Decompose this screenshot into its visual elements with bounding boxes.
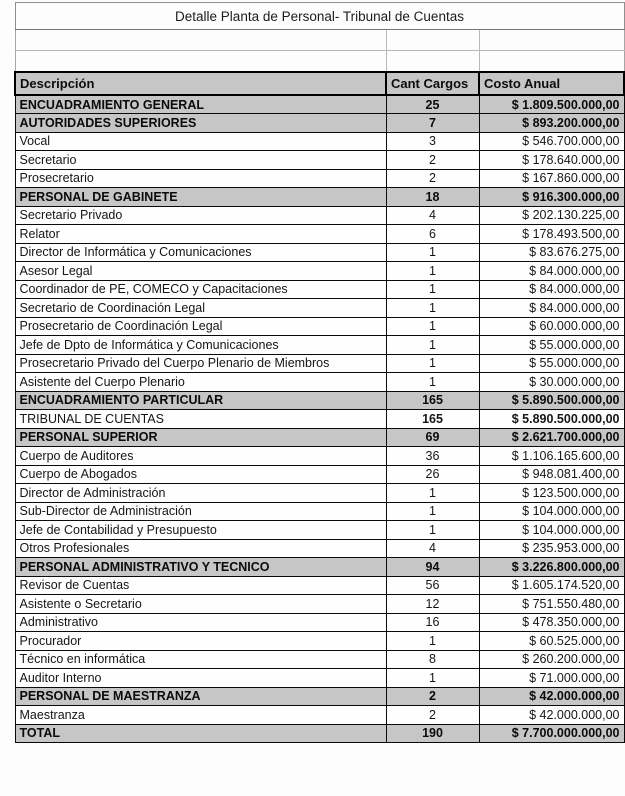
description-cell: Sub-Director de Administración [15,502,386,521]
description-cell: Secretario [15,151,386,170]
table-row [15,447,624,466]
empty-row [15,51,624,73]
cant-cargos-cell: 2 [386,687,479,706]
costo-anual-cell: $ 3.226.800.000,00 [479,558,624,577]
costo-anual-cell: $ 948.081.400,00 [479,465,624,484]
description-cell: Secretario de Coordinación Legal [15,299,386,318]
costo-anual-cell: $ 178.493.500,00 [479,225,624,244]
description-cell: PERSONAL DE MAESTRANZA [15,687,386,706]
description-cell: Director de Informática y Comunicaciones [15,243,386,262]
column-header-row [15,72,624,95]
empty-cell [386,51,479,73]
table-row [15,595,624,614]
costo-anual-cell: $ 167.860.000,00 [479,169,624,188]
description-cell: ENCUADRAMIENTO PARTICULAR [15,391,386,410]
description-cell: Auditor Interno [15,669,386,688]
costo-anual-cell: $ 235.953.000,00 [479,539,624,558]
costo-anual-cell: $ 1.809.500.000,00 [479,95,624,114]
table-row [15,299,624,318]
table-row [15,280,624,299]
costo-anual-cell: $ 478.350.000,00 [479,613,624,632]
table-row [15,613,624,632]
table-row [15,391,624,410]
costo-anual-cell: $ 7.700.000.000,00 [479,724,624,743]
description-cell: Prosecretario Privado del Cuerpo Plenario de Miembros [15,354,386,373]
costo-anual-cell: $ 123.500.000,00 [479,484,624,503]
costo-anual-cell: $ 55.000.000,00 [479,336,624,355]
empty-cell [479,30,624,51]
costo-anual-cell: $ 42.000.000,00 [479,706,624,725]
description-cell: Prosecretario [15,169,386,188]
cant-cargos-cell: 1 [386,299,479,318]
costo-anual-cell: $ 55.000.000,00 [479,354,624,373]
description-cell: TRIBUNAL DE CUENTAS [15,410,386,429]
costo-anual-cell: $ 178.640.000,00 [479,151,624,170]
costo-anual-cell: $ 104.000.000,00 [479,521,624,540]
empty-cell [386,30,479,51]
table-row [15,502,624,521]
costo-anual-cell: $ 84.000.000,00 [479,299,624,318]
costo-anual-cell: $ 1.106.165.600,00 [479,447,624,466]
costo-anual-cell: $ 84.000.000,00 [479,262,624,281]
table-row [15,206,624,225]
description-cell: Director de Administración [15,484,386,503]
cant-cargos-cell: 1 [386,262,479,281]
table-row [15,632,624,651]
costo-anual-cell: $ 202.130.225,00 [479,206,624,225]
description-cell: Otros Profesionales [15,539,386,558]
cant-cargos-cell: 25 [386,95,479,114]
table-row [15,354,624,373]
empty-row [15,30,624,51]
description-cell: Jefe de Dpto de Informática y Comunicaciones [15,336,386,355]
table-row [15,521,624,540]
description-cell: AUTORIDADES SUPERIORES [15,114,386,133]
costo-anual-cell: $ 546.700.000,00 [479,132,624,151]
personnel-table [14,2,625,743]
description-cell: PERSONAL ADMINISTRATIVO Y TECNICO [15,558,386,577]
cant-cargos-cell: 6 [386,225,479,244]
description-cell: Técnico en informática [15,650,386,669]
cant-cargos-cell: 16 [386,613,479,632]
cant-cargos-cell: 165 [386,391,479,410]
description-cell: Prosecretario de Coordinación Legal [15,317,386,336]
table-row [15,114,624,133]
cant-cargos-cell: 7 [386,114,479,133]
empty-cell [15,30,386,51]
table-row [15,151,624,170]
costo-anual-cell: $ 104.000.000,00 [479,502,624,521]
costo-anual-cell: $ 60.000.000,00 [479,317,624,336]
description-cell: TOTAL [15,724,386,743]
cant-cargos-cell: 36 [386,447,479,466]
costo-anual-cell: $ 5.890.500.000,00 [479,410,624,429]
costo-anual-cell: $ 260.200.000,00 [479,650,624,669]
description-cell: Cuerpo de Abogados [15,465,386,484]
cant-cargos-cell: 56 [386,576,479,595]
column-header-descripcion: Descripción [15,72,386,95]
cant-cargos-cell: 69 [386,428,479,447]
description-cell: Vocal [15,132,386,151]
costo-anual-cell: $ 5.890.500.000,00 [479,391,624,410]
table-row [15,706,624,725]
costo-anual-cell: $ 84.000.000,00 [479,280,624,299]
table-row [15,188,624,207]
cant-cargos-cell: 1 [386,484,479,503]
table-row [15,484,624,503]
cant-cargos-cell: 1 [386,354,479,373]
cant-cargos-cell: 1 [386,317,479,336]
table-body [15,95,624,743]
description-cell: Cuerpo de Auditores [15,447,386,466]
empty-cell [479,51,624,73]
table-row [15,576,624,595]
cant-cargos-cell: 165 [386,410,479,429]
document-title: Detalle Planta de Personal- Tribunal de Cuentas [15,3,624,30]
description-cell: Asesor Legal [15,262,386,281]
costo-anual-cell: $ 916.300.000,00 [479,188,624,207]
column-header-cant-cargos: Cant Cargos [386,72,479,95]
cant-cargos-cell: 4 [386,206,479,225]
description-cell: Secretario Privado [15,206,386,225]
description-cell: ENCUADRAMIENTO GENERAL [15,95,386,114]
table-row [15,243,624,262]
table-row [15,428,624,447]
description-cell: Relator [15,225,386,244]
costo-anual-cell: $ 71.000.000,00 [479,669,624,688]
cant-cargos-cell: 1 [386,669,479,688]
cant-cargos-cell: 3 [386,132,479,151]
table-row [15,317,624,336]
costo-anual-cell: $ 30.000.000,00 [479,373,624,392]
table-row [15,724,624,743]
cant-cargos-cell: 1 [386,502,479,521]
description-cell: Administrativo [15,613,386,632]
table-row [15,373,624,392]
table-row [15,687,624,706]
table-row [15,558,624,577]
costo-anual-cell: $ 893.200.000,00 [479,114,624,133]
table-row [15,539,624,558]
description-cell: Asistente del Cuerpo Plenario [15,373,386,392]
cant-cargos-cell: 1 [386,336,479,355]
description-cell: Procurador [15,632,386,651]
description-cell: Coordinador de PE, COMECO y Capacitaciones [15,280,386,299]
costo-anual-cell: $ 83.676.275,00 [479,243,624,262]
table-row [15,465,624,484]
cant-cargos-cell: 1 [386,632,479,651]
title-row [15,3,624,30]
table-row [15,669,624,688]
table-row [15,169,624,188]
cant-cargos-cell: 1 [386,373,479,392]
cant-cargos-cell: 190 [386,724,479,743]
cant-cargos-cell: 1 [386,280,479,299]
cant-cargos-cell: 2 [386,706,479,725]
cant-cargos-cell: 2 [386,169,479,188]
costo-anual-cell: $ 1.605.174.520,00 [479,576,624,595]
table-row [15,650,624,669]
cant-cargos-cell: 94 [386,558,479,577]
table-row [15,410,624,429]
table-row [15,95,624,114]
costo-anual-cell: $ 42.000.000,00 [479,687,624,706]
table-row [15,225,624,244]
cant-cargos-cell: 1 [386,521,479,540]
table-row [15,336,624,355]
table-row [15,132,624,151]
cant-cargos-cell: 1 [386,243,479,262]
cant-cargos-cell: 4 [386,539,479,558]
cant-cargos-cell: 26 [386,465,479,484]
description-cell: PERSONAL DE GABINETE [15,188,386,207]
column-header-costo-anual: Costo Anual [479,72,624,95]
costo-anual-cell: $ 60.525.000,00 [479,632,624,651]
cant-cargos-cell: 12 [386,595,479,614]
empty-cell [15,51,386,73]
description-cell: Maestranza [15,706,386,725]
description-cell: Revisor de Cuentas [15,576,386,595]
cant-cargos-cell: 2 [386,151,479,170]
description-cell: Asistente o Secretario [15,595,386,614]
description-cell: Jefe de Contabilidad y Presupuesto [15,521,386,540]
table-row [15,262,624,281]
costo-anual-cell: $ 2.621.700.000,00 [479,428,624,447]
cant-cargos-cell: 18 [386,188,479,207]
cant-cargos-cell: 8 [386,650,479,669]
description-cell: PERSONAL SUPERIOR [15,428,386,447]
costo-anual-cell: $ 751.550.480,00 [479,595,624,614]
